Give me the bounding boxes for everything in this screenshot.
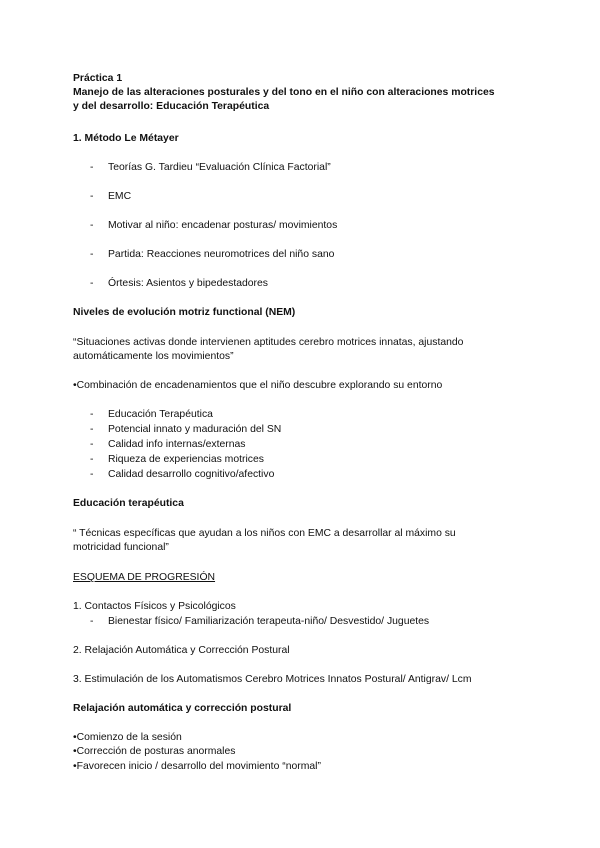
nem-bullet: •Combinación de encadenamientos que el niño descubre explorando su entorno bbox=[73, 380, 443, 391]
list-dash: - bbox=[90, 220, 94, 231]
nem-quote-line1: “Situaciones activas donde intervienen aptitudes cerebro motrices innatas, ajustando bbox=[73, 337, 464, 348]
list-item: Partida: Reacciones neuromotrices del niño sano bbox=[108, 249, 335, 260]
list-item: EMC bbox=[108, 191, 132, 202]
list-dash: - bbox=[90, 191, 94, 202]
relaxation-bullet: •Comienzo de la sesión bbox=[73, 732, 182, 743]
schema-step-1-detail: Bienestar físico/ Familiarización terapeuta-niño/ Desvestido/ Juguetes bbox=[108, 616, 430, 627]
list-item: Órtesis: Asientos y bipedestadores bbox=[108, 278, 268, 289]
schema-step-3: 3. Estimulación de los Automatismos Cerebro Motrices Innatos Postural/ Antigrav/ Lcm bbox=[73, 674, 472, 685]
nem-quote-line2: automáticamente los movimientos” bbox=[73, 351, 234, 362]
section-heading-relaxation: Relajación automática y corrección postural bbox=[73, 703, 292, 714]
section-heading-education: Educación terapéutica bbox=[73, 498, 184, 509]
list-item: Calidad desarrollo cognitivo/afectivo bbox=[108, 469, 275, 480]
list-dash: - bbox=[90, 616, 94, 627]
section-heading-nem: Niveles de evolución motriz functional (NEM) bbox=[73, 307, 296, 318]
schema-heading: ESQUEMA DE PROGRESIÓN bbox=[73, 572, 216, 583]
relaxation-bullet: •Corrección de posturas anormales bbox=[73, 746, 236, 757]
relaxation-bullet: •Favorecen inicio / desarrollo del movimiento “normal” bbox=[73, 761, 321, 772]
list-item: Motivar al niño: encadenar posturas/ movimientos bbox=[108, 220, 338, 231]
section-heading-metayer: 1. Método Le Métayer bbox=[73, 133, 179, 144]
list-item: Educación Terapéutica bbox=[108, 409, 213, 420]
list-dash: - bbox=[90, 162, 94, 173]
list-dash: - bbox=[90, 278, 94, 289]
list-dash: - bbox=[90, 439, 94, 450]
list-item: Teorías G. Tardieu “Evaluación Clínica Factorial” bbox=[108, 162, 331, 173]
list-item: Potencial innato y maduración del SN bbox=[108, 424, 282, 435]
list-dash: - bbox=[90, 409, 94, 420]
list-dash: - bbox=[90, 454, 94, 465]
document-title-line1: Manejo de las alteraciones posturales y del tono en el niño con alteraciones motrices bbox=[73, 87, 495, 98]
education-quote-line2: motricidad funcional” bbox=[73, 542, 169, 553]
list-item: Calidad info internas/externas bbox=[108, 439, 246, 450]
practice-label: Práctica 1 bbox=[73, 73, 123, 84]
list-dash: - bbox=[90, 424, 94, 435]
list-dash: - bbox=[90, 469, 94, 480]
list-item: Riqueza de experiencias motrices bbox=[108, 454, 264, 465]
schema-step-1: 1. Contactos Físicos y Psicológicos bbox=[73, 601, 236, 612]
schema-step-2: 2. Relajación Automática y Corrección Postural bbox=[73, 645, 290, 656]
education-quote-line1: “ Técnicas específicas que ayudan a los niños con EMC a desarrollar al máximo su bbox=[73, 528, 456, 539]
list-dash: - bbox=[90, 249, 94, 260]
document-title-line2: y del desarrollo: Educación Terapéutica bbox=[73, 101, 270, 112]
